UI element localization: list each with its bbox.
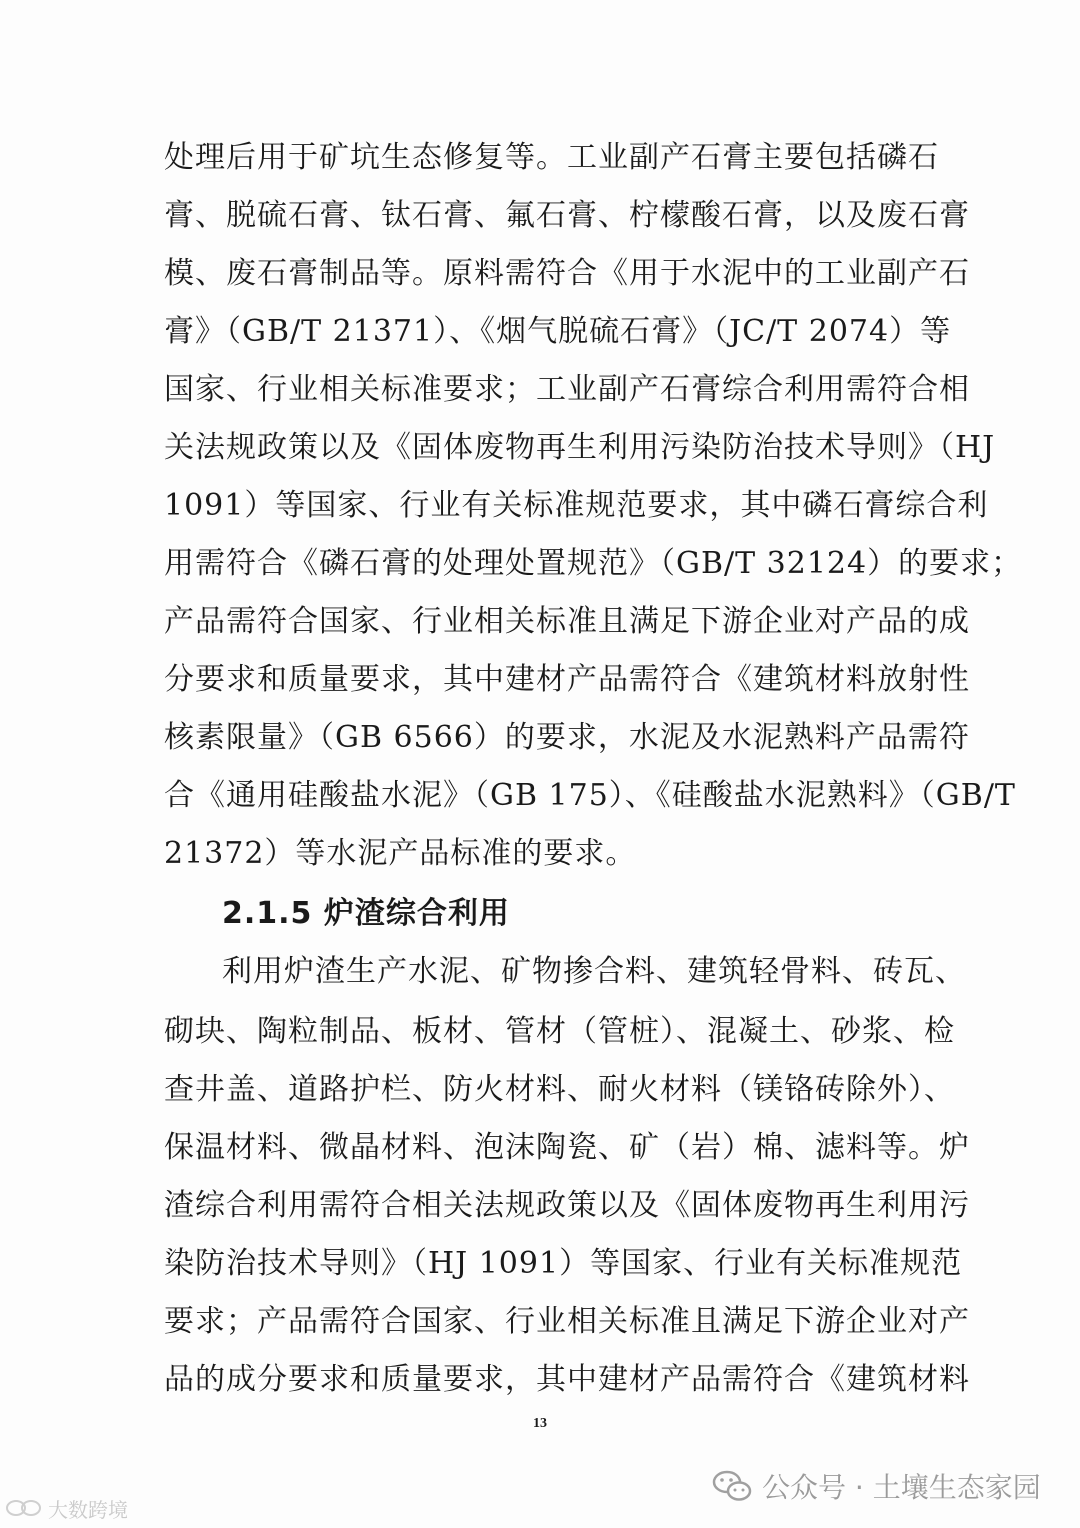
logo-icon: [4, 1498, 44, 1518]
text-line: 查井盖、道路护栏、防火材料、耐火材料（镁铬砖除外）、: [164, 1072, 955, 1107]
watermark-left-text: 大数跨境: [48, 1497, 128, 1522]
text-line: 保温材料、微晶材料、泡沫陶瓷、矿（岩）棉、滤料等。炉: [164, 1130, 970, 1165]
watermark-right: [712, 1464, 1041, 1508]
text-line: 利用炉渣生产水泥、矿物掺合料、建筑轻骨料、砖瓦、: [222, 954, 966, 989]
text-line: 合《通用硅酸盐水泥》（GB 175）、《硅酸盐水泥熟料》（GB/T: [164, 778, 1016, 813]
text-line: 核素限量》（GB 6566）的要求，水泥及水泥熟料产品需符: [164, 720, 970, 755]
text-line: 关法规政策以及《固体废物再生利用污染防治技术导则》（HJ: [164, 430, 996, 465]
text-line: 砌块、陶粒制品、板材、管材（管桩）、混凝土、砂浆、检: [164, 1014, 955, 1049]
text-line: 品的成分要求和质量要求，其中建材产品需符合《建筑材料: [164, 1362, 970, 1397]
watermark-right-text: 公众号 · 土壤生态家园: [762, 1471, 1041, 1504]
text-line: 要求；产品需符合国家、行业相关标准且满足下游企业对产: [164, 1304, 970, 1339]
text-line: 染防治技术导则》（HJ 1091）等国家、行业有关标准规范: [164, 1246, 963, 1281]
watermark-left: [4, 1494, 128, 1522]
text-line: 模、废石膏制品等。原料需符合《用于水泥中的工业副产石: [164, 256, 970, 291]
text-line: 处理后用于矿坑生态修复等。工业副产石膏主要包括磷石: [164, 140, 939, 175]
text-line: 国家、行业相关标准要求；工业副产石膏综合利用需符合相: [164, 372, 970, 407]
text-line: 膏》（GB/T 21371）、《烟气脱硫石膏》（JC/T 2074）等: [164, 314, 952, 349]
wechat-icon: [712, 1469, 752, 1503]
text-line: 分要求和质量要求，其中建材产品需符合《建筑材料放射性: [164, 662, 970, 697]
text-line: 渣综合利用需符合相关法规政策以及《固体废物再生利用污: [164, 1188, 970, 1223]
text-line: 膏、脱硫石膏、钛石膏、氟石膏、柠檬酸石膏，以及废石膏: [164, 198, 970, 233]
page-number: 13: [533, 1416, 547, 1431]
section-heading: 2.1.5 炉渣综合利用: [222, 896, 510, 931]
text-line: 21372）等水泥产品标准的要求。: [164, 836, 637, 871]
text-line: 产品需符合国家、行业相关标准且满足下游企业对产品的成: [164, 604, 970, 639]
text-line: 1091）等国家、行业有关标准规范要求，其中磷石膏综合利: [164, 488, 989, 523]
text-line: 用需符合《磷石膏的处理处置规范》（GB/T 32124）的要求；: [164, 546, 1023, 581]
